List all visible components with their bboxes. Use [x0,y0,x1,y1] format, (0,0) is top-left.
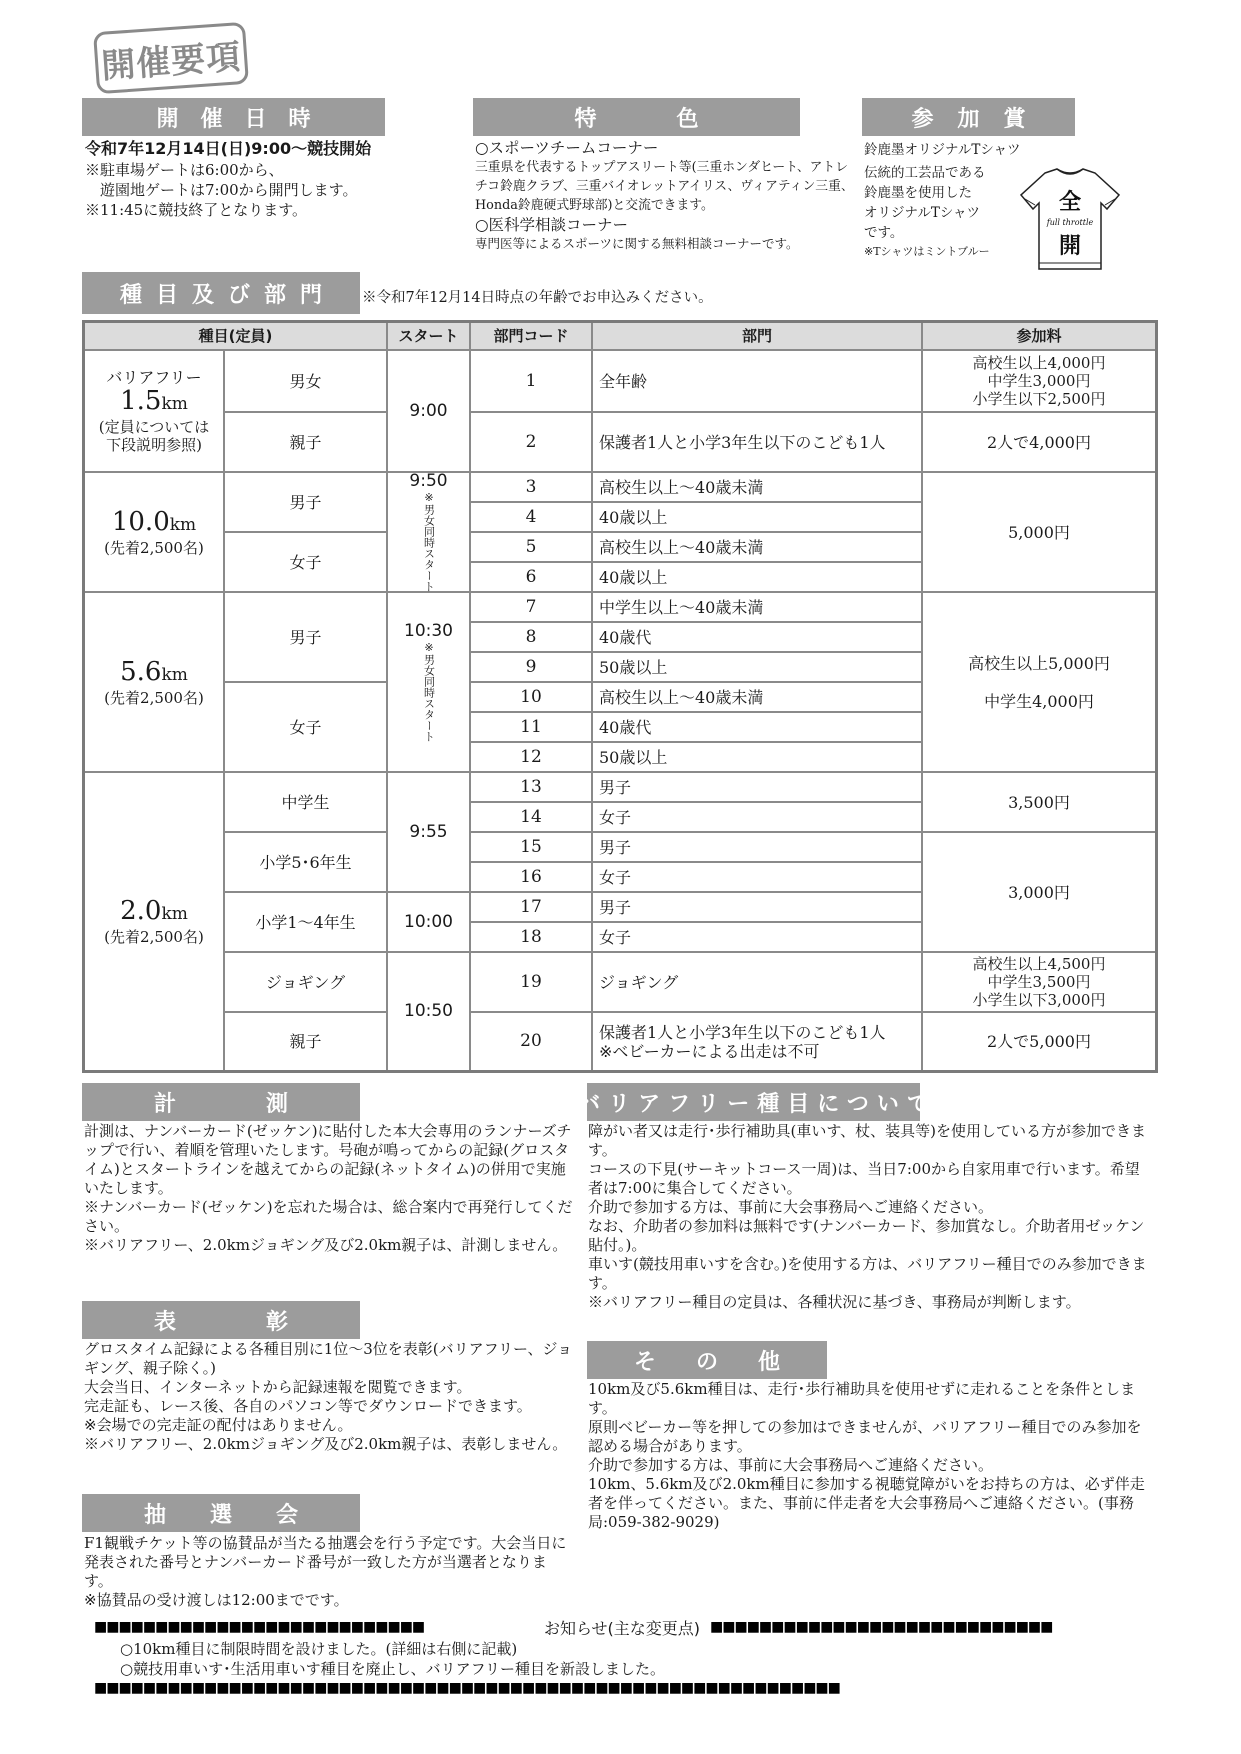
division-code-cell: 9 [471,653,593,683]
other-header: その他 [587,1341,827,1379]
division-code-cell: 12 [471,743,593,773]
category-cell: 男子 [225,593,388,683]
prize-title: 鈴鹿墨オリジナルTシャツ [864,142,1021,158]
division-code-cell: 2 [471,413,593,473]
division-name-cell: 高校生以上～40歳未満 [593,473,923,503]
timing-body: 計測は、ナンバーカード(ゼッケン)に貼付した本大会専用のランナーズチップで行い、着順を管理いたします。号砲が鳴ってからの記録(グロスタイム)とスタートラインを越えてからの記録(ネットタイム)の併用で実施いたします。 ※ナンバーカード(ゼッケン)を忘れた場合は、総合案内で再発行してください。 ※バリアフリー、2.0kmジョギング及び2.0km親子は、計測しません。 [84,1122,573,1254]
fee-cell: 5,000円 [923,473,1155,593]
col-header-start: スタート [388,323,471,351]
event-group-2km [85,773,225,1070]
division-code-cell: 10 [471,683,593,713]
notice-bar-left: ■■■■■■■■■■■■■■■■■■■■■■■■■■■ [94,1619,425,1635]
category-cell: 親子 [225,1013,388,1070]
division-name-cell: 40歳代 [593,713,923,743]
notice-title-row [94,1617,1158,1637]
division-code-cell: 17 [471,893,593,923]
division-code-cell: 3 [471,473,593,503]
tshirt-script: full throttle [1046,218,1094,227]
col-header-division: 部門 [593,323,923,351]
other-body: 10km及び5.6km種目は、走行･歩行補助具を使用せずに走れることを条件とします。 原則ベビーカー等を押しての参加はできませんが、バリアフリー種目でのみ参加を認める場合があります。 介助で参加する方は、事前に大会事務局へご連絡ください。 10km、5.6km及び2.0km種目に参加する視聴覚障がいをお持ちの方は、必ず伴走者を伴ってください。また、事前に伴走者を大会事務局へご連絡ください。(事務局:059-382-9029) [588,1380,1145,1531]
notice-title: お知らせ(主な変更点) [544,1618,701,1638]
fee-cell: 高校生以上4,500円 中学生3,500円 小学生以下3,000円 [923,953,1155,1013]
group-capacity: (先着2,500名) [104,928,204,946]
group-distance: 2.0km [120,896,188,926]
group-capacity: (先着2,500名) [104,538,204,557]
group-distance: 5.6km [120,656,188,687]
feature-sports-body: 三重県を代表するトップアスリート等(三重ホンダヒート、アトレチコ鈴鹿クラブ、三重バイオレットアイリス、ヴィアティン三重、Honda鈴鹿硬式野球部)と交流できます。 [475,160,854,213]
category-cell: 中学生 [225,773,388,833]
start-time-cell: 9:55 [388,773,471,893]
division-code-cell: 6 [471,563,593,593]
start-time-cell: 9:00 [388,351,471,473]
barrierfree-body: 障がい者又は走行･歩行補助具(車いす、杖、装具等)を使用している方が参加できます。 コースの下見(サーキットコース一周)は、当日7:00から自家用車で行います。希望者は7:00に集合してください。 介助で参加する方は、事前に大会事務局へご連絡ください。 なお、介助者の参加料は無料です(ナンバーカード、参加賞なし。介助者用ゼッケン貼付。)。 車いす(競技用車いすを含む。)を使用する方は、バリアフリー種目でのみ参加できます。 ※バリアフリー種目の定員は、各種状況に基づき、事務局が判断します。 [588,1122,1147,1311]
group-distance: 10.0km [111,506,197,537]
division-name-cell: ジョギング [593,953,923,1013]
event-group-10km [85,473,225,593]
division-name-cell: 40歳以上 [593,563,923,593]
simultaneous-start-note: ※男女同時スタート [422,641,436,742]
notice-item-2: ○競技用車いす･生活用車いす種目を廃止し、バリアフリー種目を新設しました。 [120,1660,665,1678]
fee-cell: 3,500円 [923,773,1155,833]
group-capacity: (先着2,500名) [104,688,204,707]
timing-header: 計測 [82,1083,360,1121]
event-group-barrierfree [85,351,225,473]
fee-cell: 3,000円 [923,833,1155,953]
category-cell: 女子 [225,683,388,773]
category-cell: 男女 [225,351,388,413]
events-header: 種目及び部門 [82,272,360,314]
prize-body: 伝統的工芸品である 鈴鹿墨を使用した オリジナルTシャツ です。 [864,165,986,241]
division-code-cell: 11 [471,713,593,743]
start-time: 9:50 [409,471,448,491]
simultaneous-start-note: ※男女同時スタート [422,491,436,592]
notice-bar-bottom: ■■■■■■■■■■■■■■■■■■■■■■■■■■■■■■■■■■■■■■■■■■■■■■■■■■■■■■■■■■■■■ [94,1680,840,1696]
division-name-cell: 高校生以上～40歳未満 [593,683,923,713]
division-name-cell: 高校生以上～40歳未満 [593,533,923,563]
awards-header: 表彰 [82,1301,360,1339]
category-cell: 小学1～4年生 [225,893,388,953]
division-name-cell: 保護者1人と小学3年生以下のこども1人 [593,413,923,473]
category-cell: 女子 [225,533,388,593]
tshirt-icon [1015,165,1125,275]
category-cell: 親子 [225,413,388,473]
category-cell: 男子 [225,473,388,533]
division-name-cell: 40歳以上 [593,503,923,533]
start-time-cell: 10:00 [388,893,471,953]
lottery-body: F1観戦チケット等の協賛品が当たる抽選会を行う予定です。大会当日に発表された番号とナンバーカード番号が一致した方が当選者となります。 ※協賛品の受け渡しは12:00までです。 [84,1534,567,1609]
category-cell: 小学5･6年生 [225,833,388,893]
fee-cell: 2人で5,000円 [987,1032,1091,1051]
prize-note: ※Tシャツはミントブルー [864,245,990,258]
awards-body: グロスタイム記録による各種目別に1位～3位を表彰(バリアフリー、ジョギング、親子除く。) 大会当日、インターネットから記録速報を閲覧できます。 完走証も、レース後、各自のパソコン等でダウンロードできます。 ※会場での完走証の配付はありません。 ※バリアフリー、2.0kmジョギング及び2.0km親子は、表彰しません。 [84,1340,573,1453]
group-distance: 1.5km [120,385,188,416]
start-time: 10:30 [404,621,453,641]
division-name-cell: 女子 [593,863,923,893]
division-code-cell: 20 [471,1013,593,1070]
tshirt-kanji-top: 全 [1058,189,1082,215]
start-time-cell [388,473,471,593]
schedule-header: 開催日時 [82,98,385,136]
barrierfree-header: バリアフリー種目について [587,1083,920,1121]
col-header-event: 種目(定員) [85,323,388,351]
start-time-cell [388,593,471,773]
division-code-cell: 16 [471,863,593,893]
division-code-cell: 4 [471,503,593,533]
schedule-notes: ※駐車場ゲートは6:00から、 遊園地ゲートは7:00から開門します。 ※11:45に競技終了となります。 [85,161,358,219]
division-name-cell: 50歳以上 [593,653,923,683]
division-name-cell: 女子 [593,923,923,953]
event-date: 令和7年12月14日(日)9:00～競技開始 [85,139,372,158]
lottery-header: 抽選会 [82,1494,360,1532]
division-name-cell: 女子 [593,803,923,833]
category-cell: ジョギング [225,953,388,1013]
division-code-cell: 13 [471,773,593,803]
events-table [82,320,1158,1073]
start-time-cell: 10:50 [388,953,471,1070]
tshirt-kanji-bottom: 開 [1058,233,1082,259]
fee-cell: 2人で4,000円 [923,413,1155,473]
notice-item-1: ○10km種目に制限時間を設けました。(詳細は右側に記載) [120,1640,518,1658]
division-code-cell: 19 [471,953,593,1013]
division-name-cell: 男子 [593,773,923,803]
division-code-cell: 14 [471,803,593,833]
division-name-cell: 保護者1人と小学3年生以下のこども1人 ※ベビーカーによる出走は不可 [593,1013,923,1070]
events-age-note: ※令和7年12月14日時点の年齢でお申込みください。 [362,290,713,306]
features-content [475,138,855,253]
division-name-cell: 全年齢 [593,351,923,413]
features-header: 特色 [473,98,800,136]
notice-bar-right: ■■■■■■■■■■■■■■■■■■■■■■■■■■■■ [710,1619,1053,1635]
division-name-cell: 40歳代 [593,623,923,653]
division-name-cell: 中学生以上～40歳未満 [593,593,923,623]
prize-header: 参加賞 [862,98,1075,136]
group-prefix: バリアフリー [106,367,202,387]
division-code-cell: 8 [471,623,593,653]
feature-medical-body: 専門医等によるスポーツに関する無料相談コーナーです。 [475,236,799,251]
page-stamp-title: 開催要項 [93,22,249,94]
fee-cell: 高校生以上4,000円 中学生3,000円 小学生以下2,500円 [923,351,1155,413]
division-code-cell: 18 [471,923,593,953]
col-header-code: 部門コード [471,323,593,351]
division-code-cell: 1 [471,351,593,413]
division-name-cell: 50歳以上 [593,743,923,773]
division-code-cell: 7 [471,593,593,623]
feature-medical-title: ○医科学相談コーナー [475,216,629,234]
group-capacity: (定員については 下段説明参照) [98,417,210,454]
fee-cell: 高校生以上5,000円 中学生4,000円 [923,593,1155,773]
event-group-5_6km [85,593,225,773]
division-name-cell: 男子 [593,893,923,923]
col-header-fee: 参加料 [923,323,1155,351]
division-code-cell: 15 [471,833,593,863]
division-name-cell: 男子 [593,833,923,863]
division-code-cell: 5 [471,533,593,563]
feature-sports-title: ○スポーツチームコーナー [475,139,659,157]
